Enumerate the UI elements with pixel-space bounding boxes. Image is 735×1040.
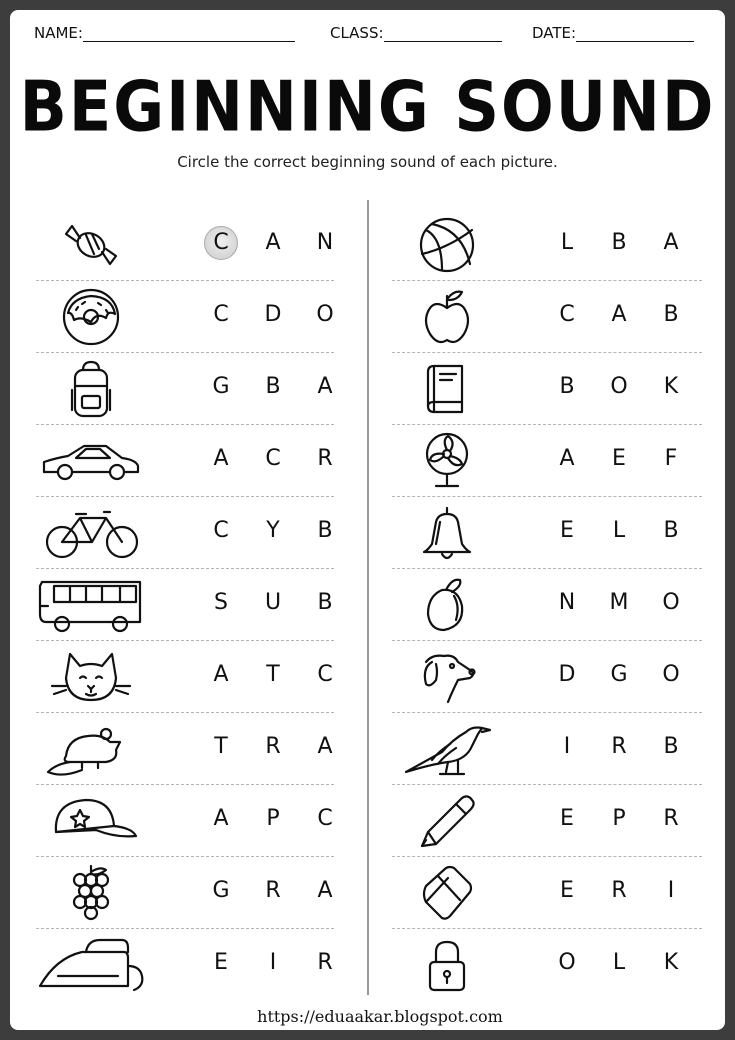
letter-choice[interactable]: A: [663, 230, 679, 255]
bell-icon: [392, 504, 502, 562]
exercise-row: [392, 712, 702, 785]
date-blank[interactable]: [576, 25, 694, 42]
letter-choice[interactable]: D: [558, 662, 576, 687]
letter-choice[interactable]: C: [213, 518, 229, 543]
instructions: Circle the correct beginning sound of each picture.: [177, 153, 558, 171]
cat-icon: [36, 648, 146, 706]
letter-choice[interactable]: P: [612, 806, 626, 831]
rat-icon: [36, 720, 146, 778]
letter-choice[interactable]: A: [213, 806, 229, 831]
letter-choice[interactable]: E: [560, 878, 574, 903]
letter-choice[interactable]: R: [265, 878, 281, 903]
letter-choice[interactable]: A: [559, 446, 575, 471]
iron-icon: [36, 936, 146, 994]
letter-choice[interactable]: B: [317, 590, 333, 615]
pencil-icon: [392, 792, 502, 850]
letter-choice[interactable]: L: [612, 518, 626, 543]
exercise-row: [392, 424, 702, 497]
letter-choice[interactable]: C: [213, 302, 229, 327]
class-blank[interactable]: [384, 25, 502, 42]
footer-url: https://eduaakar.blogspot.com: [220, 1002, 540, 1030]
letter-choice[interactable]: E: [214, 950, 228, 975]
letter-choice[interactable]: G: [610, 662, 628, 687]
exercise-row: [392, 280, 702, 353]
letter-choice[interactable]: O: [610, 374, 628, 399]
letter-choice[interactable]: C: [317, 662, 333, 687]
letter-choice[interactable]: E: [612, 446, 626, 471]
letter-choice[interactable]: N: [558, 590, 576, 615]
letter-choice[interactable]: K: [663, 374, 679, 399]
letter-choice[interactable]: B: [663, 302, 679, 327]
letter-choice[interactable]: R: [611, 878, 627, 903]
exercise-row: [392, 208, 702, 281]
class-field[interactable]: [330, 24, 502, 42]
letter-choice[interactable]: L: [560, 230, 574, 255]
exercise-row: [392, 856, 702, 929]
bicycle-icon: [36, 504, 146, 562]
exercise-row: [392, 568, 702, 641]
backpack-icon: [36, 360, 146, 418]
fan-icon: [392, 432, 502, 490]
letter-choice[interactable]: S: [214, 590, 228, 615]
name-blank[interactable]: [83, 25, 295, 42]
letter-choice[interactable]: E: [560, 806, 574, 831]
letter-choice[interactable]: B: [611, 230, 627, 255]
letter-choice[interactable]: L: [612, 950, 626, 975]
date-field[interactable]: [532, 24, 694, 42]
letter-choice[interactable]: A: [317, 878, 333, 903]
mango-icon: [392, 576, 502, 634]
letter-choice[interactable]: R: [265, 734, 281, 759]
letter-choice[interactable]: A: [611, 302, 627, 327]
letter-choice[interactable]: R: [317, 446, 333, 471]
letter-choice[interactable]: B: [663, 734, 679, 759]
lock-icon: [392, 936, 502, 994]
letter-choice[interactable]: P: [266, 806, 280, 831]
exercise-row: [36, 784, 334, 857]
letter-choice[interactable]: A: [213, 446, 229, 471]
page-title: BEGINNING SOUND: [19, 65, 716, 148]
letter-choice[interactable]: C: [204, 226, 238, 260]
ball-icon: [392, 216, 502, 274]
exercise-row: [36, 352, 334, 425]
book-icon: [392, 360, 502, 418]
letter-choice[interactable]: O: [316, 302, 334, 327]
grapes-icon: [36, 864, 146, 922]
exercise-row: [392, 496, 702, 569]
letter-choice[interactable]: B: [663, 518, 679, 543]
apple-icon: [392, 288, 502, 346]
letter-choice[interactable]: B: [265, 374, 281, 399]
letter-choice[interactable]: I: [269, 950, 277, 975]
exercise-row: [36, 640, 334, 713]
letter-choice[interactable]: U: [264, 590, 282, 615]
exercise-row: [36, 208, 334, 281]
column-divider: [367, 200, 369, 995]
letter-choice[interactable]: G: [212, 374, 230, 399]
letter-choice[interactable]: R: [317, 950, 333, 975]
name-label: NAME:: [34, 24, 83, 42]
exercise-row: [36, 496, 334, 569]
bird-icon: [392, 720, 502, 778]
exercise-row: [392, 352, 702, 425]
letter-choice[interactable]: M: [609, 590, 629, 615]
class-label: CLASS:: [330, 24, 384, 42]
car-icon: [36, 432, 146, 490]
letter-choice[interactable]: C: [265, 446, 281, 471]
letter-choice[interactable]: G: [212, 878, 230, 903]
cap-icon: [36, 792, 146, 850]
letter-choice[interactable]: O: [558, 950, 576, 975]
letter-choice[interactable]: B: [559, 374, 575, 399]
letter-choice[interactable]: F: [664, 446, 678, 471]
letter-choice[interactable]: A: [317, 734, 333, 759]
letter-choice[interactable]: C: [559, 302, 575, 327]
exercise-row: [36, 280, 334, 353]
dog-icon: [392, 648, 502, 706]
letter-choice[interactable]: E: [560, 518, 574, 543]
letter-choice[interactable]: R: [611, 734, 627, 759]
letter-choice[interactable]: T: [266, 662, 280, 687]
exercise-row: [392, 784, 702, 857]
exercise-row: [36, 928, 334, 1000]
letter-choice[interactable]: K: [663, 950, 679, 975]
letter-choice[interactable]: T: [214, 734, 228, 759]
letter-choice[interactable]: C: [317, 806, 333, 831]
bus-icon: [36, 576, 146, 634]
letter-choice[interactable]: I: [667, 878, 675, 903]
exercise-row: [36, 424, 334, 497]
letter-choice[interactable]: D: [264, 302, 282, 327]
letter-choice[interactable]: Y: [266, 518, 280, 543]
exercise-row: [36, 856, 334, 929]
letter-choice[interactable]: I: [563, 734, 571, 759]
eraser-icon: [392, 864, 502, 922]
name-field[interactable]: [34, 24, 295, 42]
letter-choice[interactable]: A: [213, 662, 229, 687]
letter-choice[interactable]: A: [317, 374, 333, 399]
date-label: DATE:: [532, 24, 577, 42]
candy-icon: [36, 216, 146, 274]
letter-choice[interactable]: N: [316, 230, 334, 255]
letter-choice[interactable]: O: [662, 590, 680, 615]
exercise-row: [392, 640, 702, 713]
donut-icon: [36, 288, 146, 346]
letter-choice[interactable]: O: [662, 662, 680, 687]
header-fields: [34, 24, 701, 46]
worksheet: [10, 10, 725, 1030]
exercise-row: [36, 712, 334, 785]
letter-choice[interactable]: B: [317, 518, 333, 543]
exercise-row: [392, 928, 702, 1000]
letter-choice[interactable]: A: [265, 230, 281, 255]
exercise-row: [36, 568, 334, 641]
letter-choice[interactable]: R: [663, 806, 679, 831]
